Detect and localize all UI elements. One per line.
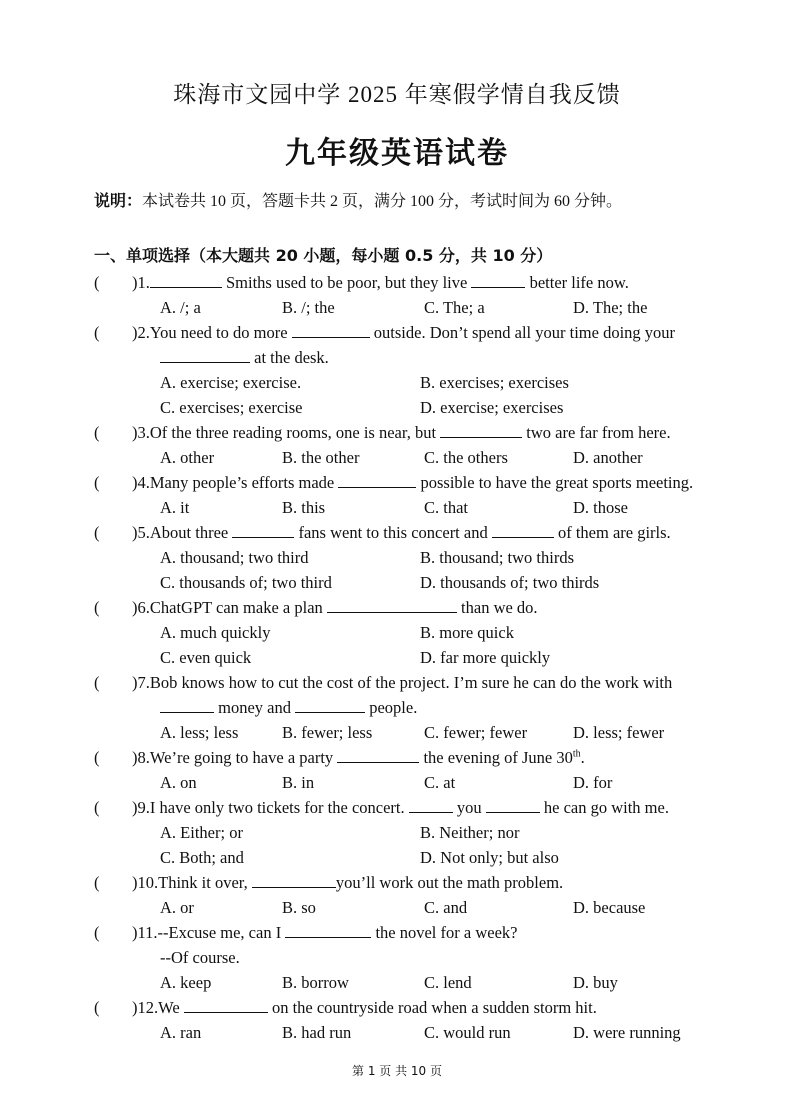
option-b: B. so: [282, 898, 316, 917]
blank: [338, 471, 416, 488]
question-text: the novel for a week?: [371, 923, 518, 942]
option-a: A. much quickly: [160, 623, 271, 642]
option-a: A. exercise; exercise.: [160, 373, 302, 392]
question-number: )2.: [132, 323, 150, 342]
option-d: D. less; fewer: [573, 723, 665, 742]
section-title: 一、单项选择（本大题共 20 小题，每小题 0.5 分，共 10 分）: [94, 246, 553, 265]
question-text: .: [580, 748, 585, 767]
option-b: B. borrow: [282, 973, 349, 992]
question-text: Many people’s efforts made: [149, 473, 339, 492]
answer-paren[interactable]: (: [94, 998, 100, 1017]
option-c: C. exercises; exercise: [160, 398, 303, 417]
blank: [486, 796, 540, 813]
option-b: B. this: [282, 498, 326, 517]
blank: [160, 346, 250, 363]
question-3: [0, 420, 794, 470]
school-title: 珠海市文园中学 2025 年寒假学情自我反馈: [173, 82, 621, 107]
question-text: of them are girls.: [553, 523, 671, 542]
answer-paren[interactable]: (: [94, 273, 100, 292]
question-text: About three: [149, 523, 233, 542]
option-d: D. The; the: [573, 298, 648, 317]
question-text: You need to do more: [149, 323, 292, 342]
question-text: you: [452, 798, 486, 817]
question-2: [0, 320, 794, 420]
answer-paren[interactable]: (: [94, 923, 100, 942]
option-a: A. less; less: [160, 723, 239, 742]
answer-paren[interactable]: (: [94, 323, 100, 342]
dialogue-reply: --Of course.: [160, 948, 240, 967]
option-d: D. for: [573, 773, 613, 792]
instructions-label: 说明：: [94, 191, 143, 210]
question-number: )8.: [132, 748, 150, 767]
question-9: [0, 795, 794, 870]
question-list: [0, 270, 794, 1045]
option-c: C. at: [424, 773, 456, 792]
page-footer: 第 1 页 共 10 页: [352, 1064, 442, 1078]
option-b: B. thousand; two thirds: [420, 548, 575, 567]
blank: [252, 871, 336, 888]
answer-paren[interactable]: (: [94, 873, 100, 892]
option-c: C. fewer; fewer: [424, 723, 528, 742]
option-b: B. had run: [282, 1023, 352, 1042]
option-c: C. would run: [424, 1023, 511, 1042]
question-text: Of the three reading rooms, one is near, but: [149, 423, 441, 442]
question-number: )9.: [132, 798, 150, 817]
option-d: D. Not only; but also: [420, 848, 559, 867]
question-text: --Excuse me, can I: [157, 923, 286, 942]
question-text: the evening of June 30: [419, 748, 573, 767]
question-number: )7.: [132, 673, 150, 692]
option-c: C. thousands of; two third: [160, 573, 332, 592]
option-c: C. The; a: [424, 298, 485, 317]
blank: [232, 521, 294, 538]
option-b: B. exercises; exercises: [420, 373, 569, 392]
question-4: [0, 470, 794, 520]
option-a: A. on: [160, 773, 197, 792]
question-number: )10.: [132, 873, 159, 892]
question-number: )5.: [132, 523, 150, 542]
blank: [150, 271, 222, 288]
option-c: C. and: [424, 898, 468, 917]
option-d: D. buy: [573, 973, 618, 992]
blank: [492, 521, 554, 538]
question-number: )4.: [132, 473, 150, 492]
question-text: he can go with me.: [539, 798, 669, 817]
exam-title: 九年级英语试卷: [285, 136, 509, 171]
question-10: [0, 870, 794, 920]
blank: [337, 746, 419, 763]
question-1: [0, 270, 794, 320]
question-text: We: [158, 998, 184, 1017]
blank: [440, 421, 522, 438]
option-d: D. far more quickly: [420, 648, 551, 667]
answer-paren[interactable]: (: [94, 423, 100, 442]
option-a: A. /; a: [160, 298, 201, 317]
option-d: D. thousands of; two thirds: [420, 573, 600, 592]
question-text: outside. Don’t spend all your time doing your: [369, 323, 676, 342]
question-text: Think it over,: [158, 873, 252, 892]
ordinal-suffix: th: [572, 748, 581, 760]
question-7: [0, 670, 794, 745]
blank: [327, 596, 457, 613]
question-text: ChatGPT can make a plan: [149, 598, 327, 617]
question-text: Smiths used to be poor, but they live: [221, 273, 472, 292]
question-text: two are far from here.: [522, 423, 671, 442]
answer-paren[interactable]: (: [94, 673, 100, 692]
option-a: A. or: [160, 898, 194, 917]
question-11: [0, 920, 794, 995]
question-8: [0, 745, 794, 795]
question-text: on the countryside road when a sudden storm hit.: [267, 998, 597, 1017]
question-text: Bob knows how to cut the cost of the project. I’m sure he can do the work with: [149, 673, 673, 692]
question-text: people.: [365, 698, 418, 717]
option-d: D. exercise; exercises: [420, 398, 564, 417]
exam-instructions: [94, 188, 784, 211]
option-c: C. that: [424, 498, 468, 517]
blank: [295, 696, 365, 713]
question-text: money and: [214, 698, 296, 717]
answer-paren[interactable]: (: [94, 598, 100, 617]
question-number: )1.: [132, 273, 150, 292]
question-12: [0, 995, 794, 1045]
option-b: B. more quick: [420, 623, 514, 642]
option-c: C. the others: [424, 448, 508, 467]
question-text: We’re going to have a party: [149, 748, 338, 767]
option-a: A. thousand; two third: [160, 548, 309, 567]
question-text: fans went to this concert and: [294, 523, 492, 542]
blank: [292, 321, 370, 338]
option-a: A. it: [160, 498, 190, 517]
option-a: A. Either; or: [160, 823, 243, 842]
question-number: )6.: [132, 598, 150, 617]
answer-paren[interactable]: (: [94, 798, 100, 817]
question-text: at the desk.: [250, 348, 329, 367]
option-b: B. /; the: [282, 298, 335, 317]
answer-paren[interactable]: (: [94, 523, 100, 542]
option-b: B. the other: [282, 448, 360, 467]
question-text: possible to have the great sports meeting.: [416, 473, 694, 492]
answer-paren[interactable]: (: [94, 748, 100, 767]
blank: [285, 921, 371, 938]
question-text: I have only two tickets for the concert.: [149, 798, 409, 817]
blank: [160, 696, 214, 713]
option-a: A. keep: [160, 973, 212, 992]
option-b: B. fewer; less: [282, 723, 373, 742]
blank: [184, 996, 268, 1013]
option-d: D. another: [573, 448, 643, 467]
option-b: B. Neither; nor: [420, 823, 520, 842]
option-c: C. even quick: [160, 648, 252, 667]
option-a: A. ran: [160, 1023, 202, 1042]
question-text: than we do.: [456, 598, 538, 617]
instructions-text: 本试卷共 10 页，答题卡共 2 页，满分 100 分，考试时间为 60 分钟。: [142, 193, 623, 210]
question-text: better life now.: [525, 273, 629, 292]
question-number: )11.: [132, 923, 158, 942]
question-number: )3.: [132, 423, 150, 442]
blank: [409, 796, 453, 813]
question-number: )12.: [132, 998, 159, 1017]
question-text: you’ll work out the math problem.: [335, 873, 564, 892]
option-b: B. in: [282, 773, 315, 792]
question-6: [0, 595, 794, 670]
option-c: C. lend: [424, 973, 472, 992]
option-c: C. Both; and: [160, 848, 244, 867]
blank: [471, 271, 525, 288]
option-d: D. those: [573, 498, 628, 517]
option-d: D. because: [573, 898, 646, 917]
option-d: D. were running: [573, 1023, 681, 1042]
question-5: [0, 520, 794, 595]
option-a: A. other: [160, 448, 215, 467]
answer-paren[interactable]: (: [94, 473, 100, 492]
